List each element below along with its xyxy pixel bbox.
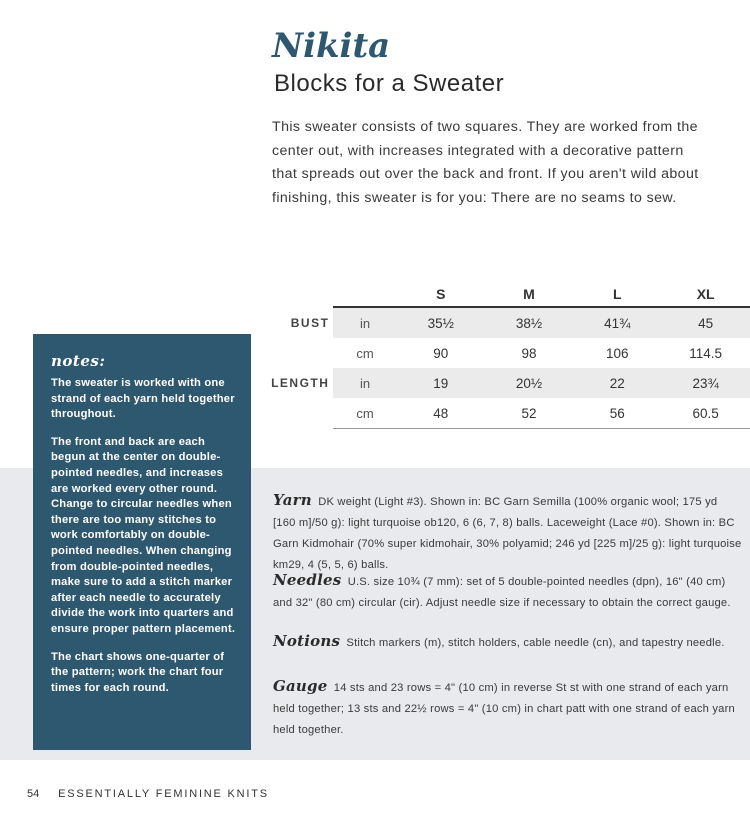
table-row — [262, 398, 750, 429]
yarn-text: DK weight (Light #3). Shown in: BC Garn Semilla (100% organic wool; 175 yd [160 m]/50 g): light turquoise ob120, 6 (6, 7, 8) balls. Laceweight (Lace #0). Shown in: BC Garn Kidmohair (70% super kidmohair, 30% polyamid; 246 yd [225 m]/25 g): light turquoise km29, 4 (5, 5, 6) balls. — [273, 496, 742, 571]
pattern-title: Nikita — [272, 26, 391, 66]
header-blank-unit — [333, 282, 396, 307]
notes-title: notes: — [51, 352, 106, 370]
row-unit: cm — [333, 398, 396, 429]
gauge-text: 14 sts and 23 rows = 4" (10 cm) in reverse St st with one strand of each yarn held together; 13 sts and 22½ rows = 4" (10 cm) in chart patt with one strand of each yarn held together. — [273, 682, 735, 736]
cell-value: 20½ — [485, 368, 573, 398]
cell-value: 98 — [521, 345, 537, 361]
yarn-section — [273, 490, 743, 576]
cell-value: 60.5 — [661, 398, 750, 429]
size-header-s: S — [397, 282, 485, 307]
cell-value: 35½ — [397, 307, 485, 338]
yarn-heading: Yarn — [273, 491, 312, 509]
row-unit: in — [333, 307, 396, 338]
needles-section — [273, 570, 743, 614]
notes-paragraph: The front and back are each begun at the center on double-pointed needles, and increases are worked every other round. Change to circular needles when there are too many stitches to work comfortably on double-pointed needles. When changing from double-pointed needles, make sure to add a stitch marker after each needle to accurately divide the work into quarters and ensure proper pattern placement. — [51, 435, 236, 635]
page-footer — [27, 788, 269, 800]
cell-value: 38½ — [485, 307, 573, 338]
page-number: 54 — [27, 788, 40, 800]
header-blank — [262, 282, 333, 307]
pattern-subtitle: Blocks for a Sweater — [274, 70, 505, 97]
notes-paragraph: The chart shows one-quarter of the pattern; work the chart four times for each round. — [51, 650, 225, 694]
book-title: ESSENTIALLY FEMININE KNITS — [58, 788, 269, 800]
row-label — [262, 338, 333, 368]
needles-text: U.S. size 10¾ (7 mm): set of 5 double-pointed needles (dpn), 16" (40 cm) and 32" (80 cm) circular (cir). Adjust needle size if necessary to obtain the correct gauge. — [273, 576, 731, 609]
cell-value: 90 — [433, 345, 449, 361]
size-header-m: M — [485, 282, 573, 307]
cell-value: 19 — [397, 368, 485, 398]
notions-text: Stitch markers (m), stitch holders, cable needle (cn), and tapestry needle. — [346, 637, 725, 649]
needles-heading: Needles — [273, 571, 342, 589]
cell-value: 48 — [397, 398, 485, 429]
cell-value: 106 — [605, 345, 629, 361]
notions-section — [273, 631, 743, 654]
cell-value: 52 — [485, 398, 573, 429]
size-header-row — [262, 282, 750, 307]
cell-value: 22 — [573, 368, 661, 398]
cell-value: 41¾ — [573, 307, 661, 338]
table-row — [262, 368, 750, 398]
notes-paragraph: The sweater is worked with one strand of each yarn held together throughout. — [51, 377, 235, 421]
cell-value: 45 — [661, 307, 750, 338]
row-label: BUST — [290, 315, 330, 330]
row-label — [262, 398, 333, 429]
table-row — [262, 338, 750, 368]
gauge-heading: Gauge — [273, 677, 328, 695]
intro-paragraph: This sweater consists of two squares. They are worked from the center out, with increases integrated with a decorative pattern that spreads out over the back and front. If you aren't wild about finishing, this sweater is for you: There are no seams to sew. — [272, 119, 699, 206]
gauge-section — [273, 676, 743, 741]
size-table — [262, 282, 750, 429]
cell-value: 23¾ — [661, 368, 750, 398]
row-unit: cm — [356, 345, 374, 361]
size-header-l: L — [573, 282, 661, 307]
size-header-xl: XL — [661, 282, 750, 307]
row-label: LENGTH — [271, 376, 330, 390]
notions-heading: Notions — [273, 632, 341, 650]
row-unit: in — [333, 368, 396, 398]
cell-value: 56 — [573, 398, 661, 429]
notes-box — [33, 334, 251, 750]
table-row — [262, 307, 750, 338]
cell-value: 114.5 — [689, 345, 723, 361]
